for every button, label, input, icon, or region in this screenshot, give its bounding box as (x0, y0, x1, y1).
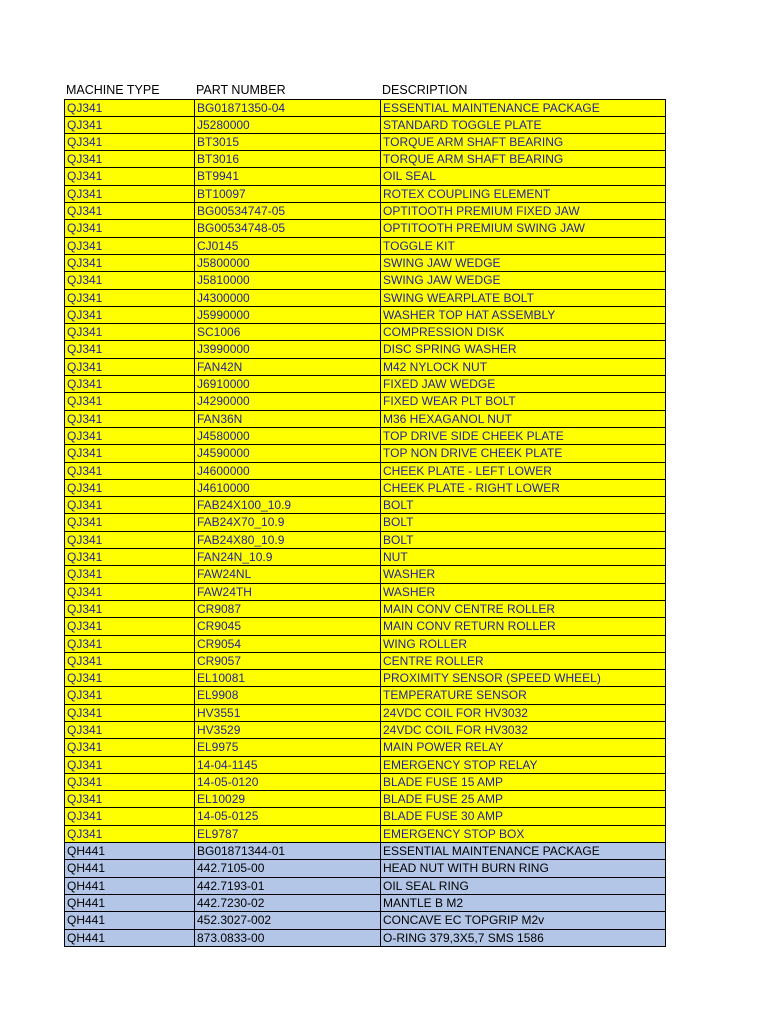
part-number-cell[interactable]: EL9975 (194, 739, 380, 756)
description-cell[interactable]: M42 NYLOCK NUT (380, 359, 666, 376)
machine-type-cell[interactable]: QJ341 (64, 514, 194, 531)
part-number-cell[interactable]: SC1006 (194, 324, 380, 341)
machine-type-cell[interactable]: QJ341 (64, 584, 194, 601)
machine-type-cell[interactable]: QH441 (64, 860, 194, 877)
part-number-cell[interactable]: J3990000 (194, 341, 380, 358)
table-row (64, 497, 666, 514)
part-number-cell[interactable]: EL9908 (194, 687, 380, 704)
part-number-cell[interactable]: CR9087 (194, 601, 380, 618)
part-number-cell[interactable]: BT3016 (194, 151, 380, 168)
table-row (64, 739, 666, 756)
description-cell[interactable]: OPTITOOTH PREMIUM FIXED JAW (380, 203, 666, 220)
machine-type-cell[interactable]: QJ341 (64, 238, 194, 255)
part-number-cell[interactable]: CR9045 (194, 618, 380, 635)
part-number-cell[interactable]: 442.7230-02 (194, 895, 380, 912)
description-cell[interactable]: OPTITOOTH PREMIUM SWING JAW (380, 220, 666, 237)
table-row (64, 618, 666, 635)
table-row (64, 341, 666, 358)
machine-type-cell[interactable]: QJ341 (64, 376, 194, 393)
part-number-cell[interactable]: J4580000 (194, 428, 380, 445)
table-row (64, 463, 666, 480)
table-row (64, 220, 666, 237)
table-row (64, 376, 666, 393)
part-number-cell[interactable]: FAW24NL (194, 566, 380, 583)
part-number-cell[interactable]: BG01871344-01 (194, 843, 380, 860)
part-number-cell[interactable]: J5800000 (194, 255, 380, 272)
part-number-cell[interactable]: 452.3027-002 (194, 912, 380, 929)
table-row (64, 930, 666, 947)
table-row (64, 117, 666, 134)
description-cell[interactable]: CONCAVE EC TOPGRIP M2v (380, 912, 666, 929)
description-cell[interactable]: MAIN POWER RELAY (380, 739, 666, 756)
table-row (64, 186, 666, 203)
description-cell[interactable]: EMERGENCY STOP BOX (380, 826, 666, 843)
table-row (64, 653, 666, 670)
machine-type-cell[interactable]: QJ341 (64, 670, 194, 687)
part-number-cell[interactable]: J5810000 (194, 272, 380, 289)
machine-type-cell[interactable]: QJ341 (64, 618, 194, 635)
table-row (64, 203, 666, 220)
part-number-cell[interactable]: EL10081 (194, 670, 380, 687)
description-cell[interactable]: CENTRE ROLLER (380, 653, 666, 670)
machine-type-cell[interactable]: QH441 (64, 843, 194, 860)
part-number-cell[interactable]: 873.0833-00 (194, 930, 380, 947)
description-cell[interactable]: CHEEK PLATE - RIGHT LOWER (380, 480, 666, 497)
description-cell[interactable]: TORQUE ARM SHAFT BEARING (380, 151, 666, 168)
part-number-cell[interactable]: FAB24X80_10.9 (194, 532, 380, 549)
table-row (64, 878, 666, 895)
machine-type-cell[interactable]: QJ341 (64, 687, 194, 704)
description-cell[interactable]: 24VDC COIL FOR HV3032 (380, 722, 666, 739)
description-cell[interactable]: WASHER (380, 566, 666, 583)
table-row (64, 912, 666, 929)
table-row (64, 238, 666, 255)
table-row (64, 895, 666, 912)
machine-type-cell[interactable]: QJ341 (64, 722, 194, 739)
description-cell[interactable]: OIL SEAL (380, 168, 666, 185)
machine-type-cell[interactable]: QJ341 (64, 566, 194, 583)
machine-type-cell[interactable]: QJ341 (64, 549, 194, 566)
machine-type-cell[interactable]: QJ341 (64, 601, 194, 618)
description-cell[interactable]: SWING JAW WEDGE (380, 255, 666, 272)
description-cell[interactable]: ESSENTIAL MAINTENANCE PACKAGE (380, 99, 666, 116)
parts-table (64, 82, 666, 947)
machine-type-cell[interactable]: QJ341 (64, 411, 194, 428)
part-number-cell[interactable]: BG00534747-05 (194, 203, 380, 220)
description-cell[interactable]: WING ROLLER (380, 636, 666, 653)
part-number-cell[interactable]: EL10029 (194, 791, 380, 808)
description-cell[interactable]: STANDARD TOGGLE PLATE (380, 117, 666, 134)
table-row (64, 860, 666, 877)
description-cell[interactable]: MAIN CONV CENTRE ROLLER (380, 601, 666, 618)
table-row (64, 808, 666, 825)
part-number-cell[interactable]: J6910000 (194, 376, 380, 393)
description-cell[interactable]: TOP DRIVE SIDE CHEEK PLATE (380, 428, 666, 445)
part-number-cell[interactable]: J4610000 (194, 480, 380, 497)
description-cell[interactable]: FIXED WEAR PLT BOLT (380, 393, 666, 410)
machine-type-cell[interactable]: QJ341 (64, 255, 194, 272)
description-cell[interactable]: M36 HEXAGANOL NUT (380, 411, 666, 428)
machine-type-cell[interactable]: QJ341 (64, 117, 194, 134)
part-number-cell[interactable]: J4600000 (194, 463, 380, 480)
part-number-cell[interactable]: 14-05-0120 (194, 774, 380, 791)
part-number-cell[interactable]: CR9054 (194, 636, 380, 653)
machine-type-cell[interactable]: QJ341 (64, 151, 194, 168)
machine-type-cell[interactable]: QJ341 (64, 463, 194, 480)
table-row (64, 566, 666, 583)
header-description[interactable]: DESCRIPTION (382, 83, 468, 97)
description-cell[interactable]: BLADE FUSE 25 AMP (380, 791, 666, 808)
part-number-cell[interactable]: FAW24TH (194, 584, 380, 601)
machine-type-cell[interactable]: QJ341 (64, 99, 194, 116)
table-row (64, 411, 666, 428)
part-number-cell[interactable]: CR9057 (194, 653, 380, 670)
part-number-cell[interactable]: BG00534748-05 (194, 220, 380, 237)
machine-type-cell[interactable]: QJ341 (64, 774, 194, 791)
description-cell[interactable]: COMPRESSION DISK (380, 324, 666, 341)
part-number-cell[interactable]: J4300000 (194, 290, 380, 307)
description-cell[interactable]: EMERGENCY STOP RELAY (380, 757, 666, 774)
part-number-cell[interactable]: J5280000 (194, 117, 380, 134)
table-row (64, 428, 666, 445)
table-row (64, 670, 666, 687)
machine-type-cell[interactable]: QJ341 (64, 532, 194, 549)
description-cell[interactable]: SWING WEARPLATE BOLT (380, 290, 666, 307)
description-cell[interactable]: MANTLE B M2 (380, 895, 666, 912)
machine-type-cell[interactable]: QJ341 (64, 826, 194, 843)
part-number-cell[interactable]: J4590000 (194, 445, 380, 462)
header-row (64, 82, 666, 99)
table-row (64, 393, 666, 410)
part-number-cell[interactable]: FAB24X100_10.9 (194, 497, 380, 514)
machine-type-cell[interactable]: QJ341 (64, 497, 194, 514)
description-cell[interactable]: DISC SPRING WASHER (380, 341, 666, 358)
table-row (64, 168, 666, 185)
table-row (64, 324, 666, 341)
table-row (64, 584, 666, 601)
machine-type-cell[interactable]: QJ341 (64, 393, 194, 410)
table-row (64, 445, 666, 462)
machine-type-cell[interactable]: QH441 (64, 930, 194, 947)
machine-type-cell[interactable]: QJ341 (64, 290, 194, 307)
machine-type-cell[interactable]: QH441 (64, 895, 194, 912)
description-cell[interactable]: HEAD NUT WITH BURN RING (380, 860, 666, 877)
table-row (64, 757, 666, 774)
part-number-cell[interactable]: 14-04-1145 (194, 757, 380, 774)
machine-type-cell[interactable]: QJ341 (64, 480, 194, 497)
table-row (64, 774, 666, 791)
machine-type-cell[interactable]: QJ341 (64, 220, 194, 237)
table-row (64, 843, 666, 860)
description-cell[interactable]: MAIN CONV RETURN ROLLER (380, 618, 666, 635)
part-number-cell[interactable]: FAN42N (194, 359, 380, 376)
part-number-cell[interactable]: CJ0145 (194, 238, 380, 255)
machine-type-cell[interactable]: QJ341 (64, 359, 194, 376)
table-row (64, 826, 666, 843)
table-row (64, 272, 666, 289)
description-cell[interactable]: BOLT (380, 532, 666, 549)
part-number-cell[interactable]: BG01871350-04 (194, 99, 380, 116)
machine-type-cell[interactable]: QJ341 (64, 808, 194, 825)
description-cell[interactable]: NUT (380, 549, 666, 566)
table-row (64, 601, 666, 618)
header-machine-type[interactable]: MACHINE TYPE (66, 83, 160, 97)
table-body (64, 99, 666, 947)
part-number-cell[interactable]: J5990000 (194, 307, 380, 324)
description-cell[interactable]: TOP NON DRIVE CHEEK PLATE (380, 445, 666, 462)
machine-type-cell[interactable]: QJ341 (64, 341, 194, 358)
machine-type-cell[interactable]: QJ341 (64, 203, 194, 220)
table-row (64, 255, 666, 272)
machine-type-cell[interactable]: QJ341 (64, 705, 194, 722)
machine-type-cell[interactable]: QJ341 (64, 653, 194, 670)
part-number-cell[interactable]: HV3551 (194, 705, 380, 722)
part-number-cell[interactable]: FAN24N_10.9 (194, 549, 380, 566)
machine-type-cell[interactable]: QJ341 (64, 134, 194, 151)
part-number-cell[interactable]: BT10097 (194, 186, 380, 203)
machine-type-cell[interactable]: QJ341 (64, 307, 194, 324)
description-cell[interactable]: TEMPERATURE SENSOR (380, 687, 666, 704)
part-number-cell[interactable]: 442.7105-00 (194, 860, 380, 877)
table-row (64, 636, 666, 653)
description-cell[interactable]: WASHER (380, 584, 666, 601)
description-cell[interactable]: BOLT (380, 514, 666, 531)
description-cell[interactable]: 24VDC COIL FOR HV3032 (380, 705, 666, 722)
table-row (64, 480, 666, 497)
table-row (64, 290, 666, 307)
part-number-cell[interactable]: BT3015 (194, 134, 380, 151)
machine-type-cell[interactable]: QJ341 (64, 445, 194, 462)
machine-type-cell[interactable]: QJ341 (64, 428, 194, 445)
table-row (64, 359, 666, 376)
table-row (64, 532, 666, 549)
description-cell[interactable]: OIL SEAL RING (380, 878, 666, 895)
table-row (64, 307, 666, 324)
description-cell[interactable]: FIXED JAW WEDGE (380, 376, 666, 393)
description-cell[interactable]: TOGGLE KIT (380, 238, 666, 255)
machine-type-cell[interactable]: QH441 (64, 912, 194, 929)
description-cell[interactable]: TORQUE ARM SHAFT BEARING (380, 134, 666, 151)
part-number-cell[interactable]: FAB24X70_10.9 (194, 514, 380, 531)
description-cell[interactable]: PROXIMITY SENSOR (SPEED WHEEL) (380, 670, 666, 687)
machine-type-cell[interactable]: QJ341 (64, 636, 194, 653)
description-cell[interactable]: WASHER TOP HAT ASSEMBLY (380, 307, 666, 324)
description-cell[interactable]: BLADE FUSE 15 AMP (380, 774, 666, 791)
description-cell[interactable]: BOLT (380, 497, 666, 514)
part-number-cell[interactable]: 442.7193-01 (194, 878, 380, 895)
description-cell[interactable]: O-RING 379,3X5,7 SMS 1586 (380, 930, 666, 947)
part-number-cell[interactable]: FAN36N (194, 411, 380, 428)
table-row (64, 722, 666, 739)
machine-type-cell[interactable]: QJ341 (64, 757, 194, 774)
header-part-number[interactable]: PART NUMBER (196, 83, 286, 97)
machine-type-cell[interactable]: QJ341 (64, 186, 194, 203)
machine-type-cell[interactable]: QH441 (64, 878, 194, 895)
description-cell[interactable]: CHEEK PLATE - LEFT LOWER (380, 463, 666, 480)
table-row (64, 514, 666, 531)
description-cell[interactable]: ROTEX COUPLING ELEMENT (380, 186, 666, 203)
table-row (64, 151, 666, 168)
machine-type-cell[interactable]: QJ341 (64, 272, 194, 289)
part-number-cell[interactable]: EL9787 (194, 826, 380, 843)
description-cell[interactable]: BLADE FUSE 30 AMP (380, 808, 666, 825)
machine-type-cell[interactable]: QJ341 (64, 739, 194, 756)
table-row (64, 134, 666, 151)
part-number-cell[interactable]: J4290000 (194, 393, 380, 410)
table-row (64, 791, 666, 808)
part-number-cell[interactable]: BT9941 (194, 168, 380, 185)
machine-type-cell[interactable]: QJ341 (64, 324, 194, 341)
table-row (64, 705, 666, 722)
description-cell[interactable]: SWING JAW WEDGE (380, 272, 666, 289)
description-cell[interactable]: ESSENTIAL MAINTENANCE PACKAGE (380, 843, 666, 860)
table-row (64, 99, 666, 116)
machine-type-cell[interactable]: QJ341 (64, 168, 194, 185)
machine-type-cell[interactable]: QJ341 (64, 791, 194, 808)
part-number-cell[interactable]: HV3529 (194, 722, 380, 739)
table-row (64, 687, 666, 704)
part-number-cell[interactable]: 14-05-0125 (194, 808, 380, 825)
table-row (64, 549, 666, 566)
